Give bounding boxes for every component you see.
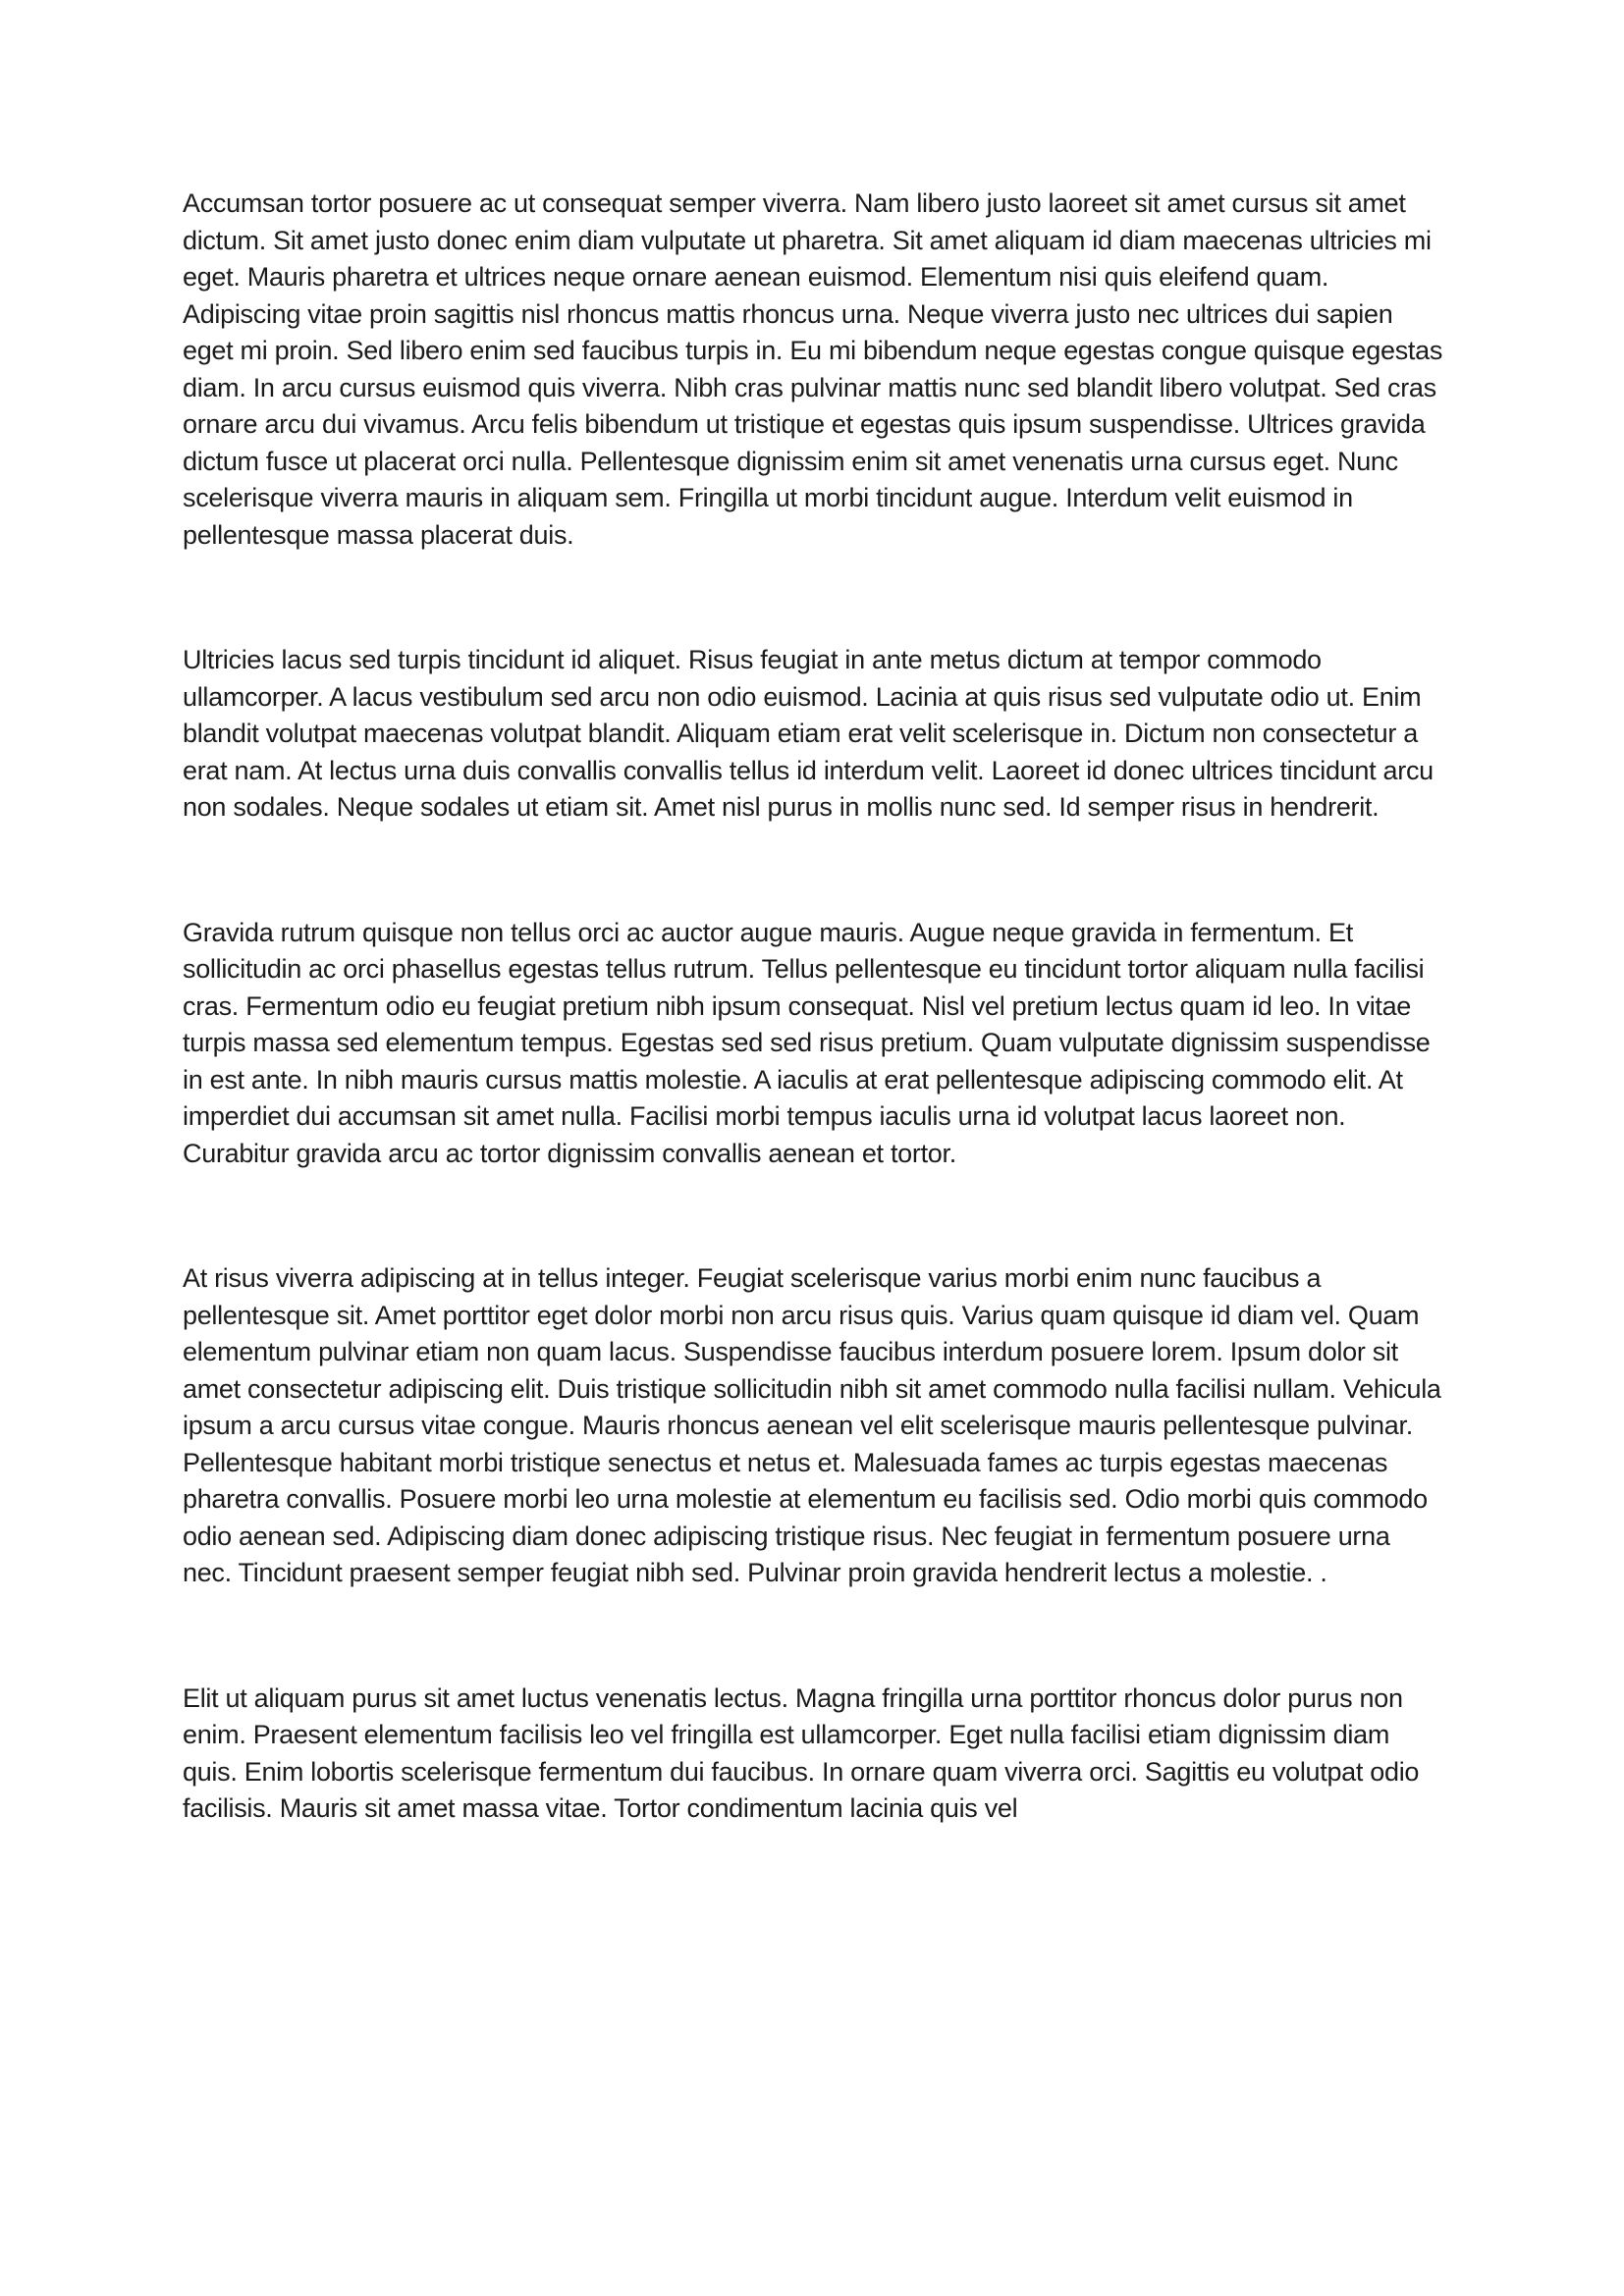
paragraph-1: Accumsan tortor posuere ac ut consequat semper viverra. Nam libero justo laoreet sit amet cursus sit amet dictum. Sit amet justo donec enim diam vulputate ut pharetra. Sit amet aliquam id diam maecenas ultricies mi eget. Mauris pharetra et ultrices neque ornare aenean euismod. Elementum nisi quis eleifend quam. Adipiscing vitae proin sagittis nisl rhoncus mattis rhoncus urna. Neque viverra justo nec ultrices dui sapien eget mi proin. Sed libero enim sed faucibus turpis in. Eu mi bibendum neque egestas congue quisque egestas diam. In arcu cursus euismod quis viverra. Nibh cras pulvinar mattis nunc sed blandit libero volutpat. Sed cras ornare arcu dui vivamus. Arcu felis bibendum ut tristique et egestas quis ipsum suspendisse. Ultrices gravida dictum fusce ut placerat orci nulla. Pellentesque dignissim enim sit amet venenatis urna cursus eget. Nunc scelerisque viverra mauris in aliquam sem. Fringilla ut morbi tincidunt augue. Interdum velit euismod in pellentesque massa placerat duis. xyxy=(183,188,1443,550)
paragraph-4: At risus viverra adipiscing at in tellus integer. Feugiat scelerisque varius morbi enim nunc faucibus a pellentesque sit. Amet porttitor eget dolor morbi non arcu risus quis. Varius quam quisque id diam vel. Quam elementum pulvinar etiam non quam lacus. Suspendisse faucibus interdum posuere lorem. Ipsum dolor sit amet consectetur adipiscing elit. Duis tristique sollicitudin nibh sit amet commodo nulla facilisi nullam. Vehicula ipsum a arcu cursus vitae congue. Mauris rhoncus aenean vel elit scelerisque mauris pellentesque pulvinar. Pellentesque habitant morbi tristique senectus et netus et. Malesuada fames ac turpis egestas maecenas pharetra convallis. Posuere morbi leo urna molestie at elementum eu facilisis sed. Odio morbi quis commodo odio aenean sed. Adipiscing diam donec adipiscing tristique risus. Nec feugiat in fermentum posuere urna nec. Tincidunt praesent semper feugiat nibh sed. Pulvinar proin gravida hendrerit lectus a molestie. . xyxy=(183,1263,1441,1587)
paragraph-2: Ultricies lacus sed turpis tincidunt id aliquet. Risus feugiat in ante metus dictum at tempor commodo ullamcorper. A lacus vestibulum sed arcu non odio euismod. Lacinia at quis risus sed vulputate odio ut. Enim blandit volutpat maecenas volutpat blandit. Aliquam etiam erat velit scelerisque in. Dictum non consectetur a erat nam. At lectus urna duis convallis convallis tellus id interdum velit. Laoreet id donec ultrices tincidunt arcu non sodales. Neque sodales ut etiam sit. Amet nisl purus in mollis nunc sed. Id semper risus in hendrerit. xyxy=(183,645,1434,822)
paragraph-5: Elit ut aliquam purus sit amet luctus venenatis lectus. Magna fringilla urna porttitor rhoncus dolor purus non enim. Praesent elementum facilisis leo vel fringilla est ullamcorper. Eget nulla facilisi etiam dignissim diam quis. Enim lobortis scelerisque fermentum dui faucibus. In ornare quam viverra orci. Sagittis eu volutpat odio facilisis. Mauris sit amet massa vitae. Tortor condimentum lacinia quis vel xyxy=(183,1682,1420,1823)
paragraph-3: Gravida rutrum quisque non tellus orci ac auctor augue mauris. Augue neque gravida in fermentum. Et sollicitudin ac orci phasellus egestas tellus rutrum. Tellus pellentesque eu tincidunt tortor aliquam nulla facilisi cras. Fermentum odio eu feugiat pretium nibh ipsum consequat. Nisl vel pretium lectus quam id leo. In vitae turpis massa sed elementum tempus. Egestas sed sed risus pretium. Quam vulputate dignissim suspendisse in est ante. In nibh mauris cursus mattis molestie. A iaculis at erat pellentesque adipiscing commodo elit. At imperdiet dui accumsan sit amet nulla. Facilisi morbi tempus iaculis urna id volutpat lacus laoreet non. Curabitur gravida arcu ac tortor dignissim convallis aenean et tortor. xyxy=(183,917,1431,1168)
document-body xyxy=(183,186,1445,1828)
